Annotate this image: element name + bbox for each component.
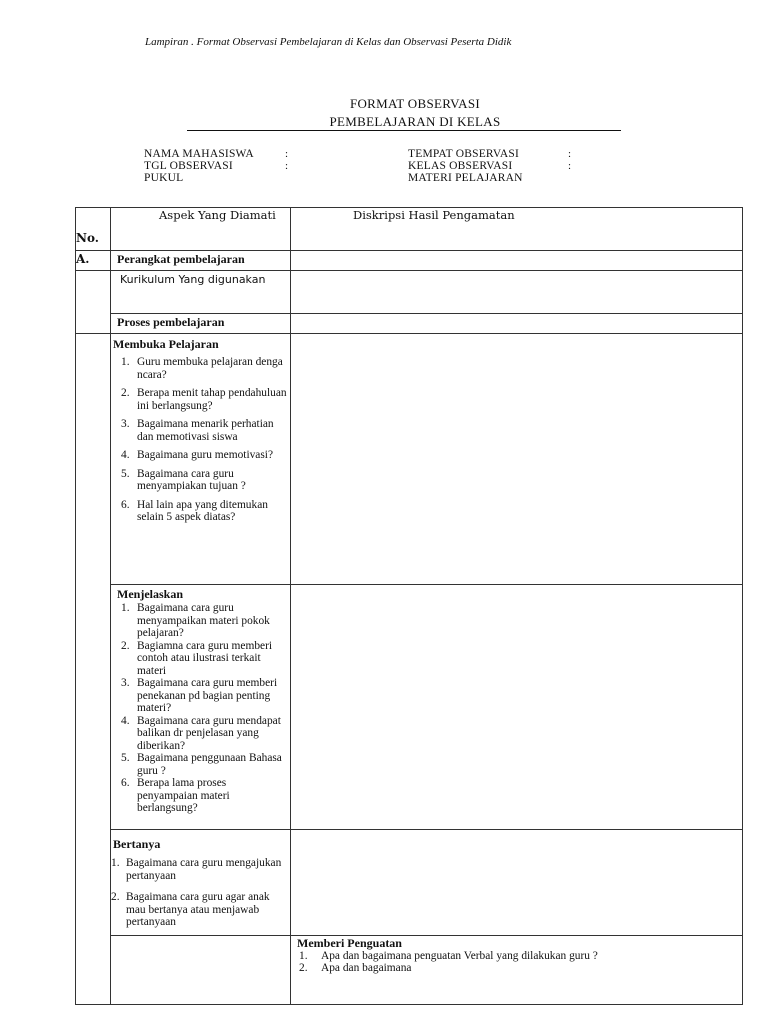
section-b-description-cell[interactable] [291,314,743,334]
list-item: 1. Bagaimana cara guru mengajukan pertanyaan [111,857,282,882]
list-item: 6. Hal lain apa yang ditemukan selain 5 aspek diatas? [121,498,268,523]
table-row-penguatan [76,935,743,1004]
section-b-number-cell-continued [111,935,291,1004]
list-item: 5. Bagaimana penggunaan Bahasa guru ? [121,752,282,777]
membuka-list [113,356,288,524]
field-colon: : [568,160,572,172]
menjelaskan-description-cell[interactable] [291,585,743,830]
menjelaskan-cell [111,585,291,830]
section-b-title: Proses pembelajaran [111,314,291,334]
field-label: KELAS OBSERVASI [408,160,513,172]
list-item: 4. Bagaimana cara guru mendapat balikan dr penjelasan yang diberikan? [121,714,281,752]
table-row-kurikulum [76,271,743,314]
section-a-title: Perangkat pembelajaran [111,251,291,271]
document-title-line2: PEMBELAJARAN DI KELAS [329,114,501,129]
kurikulum-description-cell[interactable] [291,271,743,314]
header-deskripsi: Diskripsi Hasil Pengamatan [291,208,743,251]
list-item: 6. Berapa lama proses penyampaian materi berlangsung? [121,777,230,814]
field-label: PUKUL [144,172,184,184]
list-item: 2. Berapa menit tahap pendahuluan ini berlangsung? [121,387,287,412]
bertanya-list [111,857,288,929]
header-no: No. [76,208,111,251]
field-pukul [144,172,183,184]
list-item: 2. Apa dan bagaimana [299,962,412,974]
observation-table [75,207,743,1005]
header-aspek: Aspek Yang Diamati [111,208,291,251]
table-header-row [76,208,743,251]
field-colon: : [285,148,289,160]
document-title-line1: FORMAT OBSERVASI [349,96,481,111]
penguatan-list [295,950,740,975]
penguatan-cell [291,935,743,1004]
field-nama-mahasiswa [144,148,254,160]
table-row-menjelaskan [76,585,743,830]
list-item: 1. Guru membuka pelajaran denga ncara? [121,356,283,381]
list-item: 5. Bagaimana cara guru menyampiakan tujuan ? [121,467,246,492]
section-a-description-cell[interactable] [291,251,743,271]
table-row-membuka [76,334,743,585]
field-kelas-observasi [408,160,512,172]
field-label: TEMPAT OBSERVASI [408,148,520,160]
field-tempat-observasi [408,148,519,160]
penguatan-title: Memberi Penguatan [297,935,402,950]
table-row-section-b [76,314,743,334]
membuka-description-cell[interactable] [291,334,743,585]
list-item: 2. Bagiamna cara guru memberi contoh atau ilustrasi terkait materi [121,639,273,677]
bertanya-title: Bertanya [113,837,161,851]
field-label: NAMA MAHASISWA [144,148,254,160]
table-row-bertanya [76,830,743,936]
list-item: 2. Bagaimana cara guru agar anak mau bertanya atau menjawab pertanyaan [111,891,270,928]
field-label: MATERI PELAJARAN [408,172,523,184]
section-a-number-cell [76,271,111,334]
section-b-number-cell [76,334,111,1005]
field-materi-pelajaran [408,172,523,184]
list-item: 1. Bagaimana cara guru menyampaikan materi pokok pelajaran? [121,602,270,639]
kurikulum-item: Kurikulum Yang digunakan [111,271,291,314]
bertanya-cell [111,830,291,936]
table-row-section-a [76,251,743,271]
header-note: Lampiran . Format Observasi Pembelajaran di Kelas dan Observasi Peserta Didik [145,36,512,48]
list-item: 3. Bagaimana menarik perhatian dan memotivasi siswa [121,418,274,443]
field-colon: : [285,160,289,172]
field-label: TGL OBSERVASI [144,160,233,172]
field-colon: : [568,148,572,160]
menjelaskan-title: Menjelaskan [117,587,183,601]
field-tgl-observasi [144,160,233,172]
title-underline [187,130,621,131]
list-item: 3. Bagaimana cara guru memberi penekanan pd bagian penting materi? [121,677,278,714]
membuka-title: Membuka Pelajaran [113,337,219,351]
section-a-number: A. [76,251,111,271]
list-item: 4. Bagaimana guru memotivasi? [121,449,274,461]
menjelaskan-list [113,602,288,815]
membuka-cell [111,334,291,585]
list-item: 1. Apa dan bagaimana penguatan Verbal yang dilakukan guru ? [299,949,598,962]
bertanya-description-cell[interactable] [291,830,743,936]
